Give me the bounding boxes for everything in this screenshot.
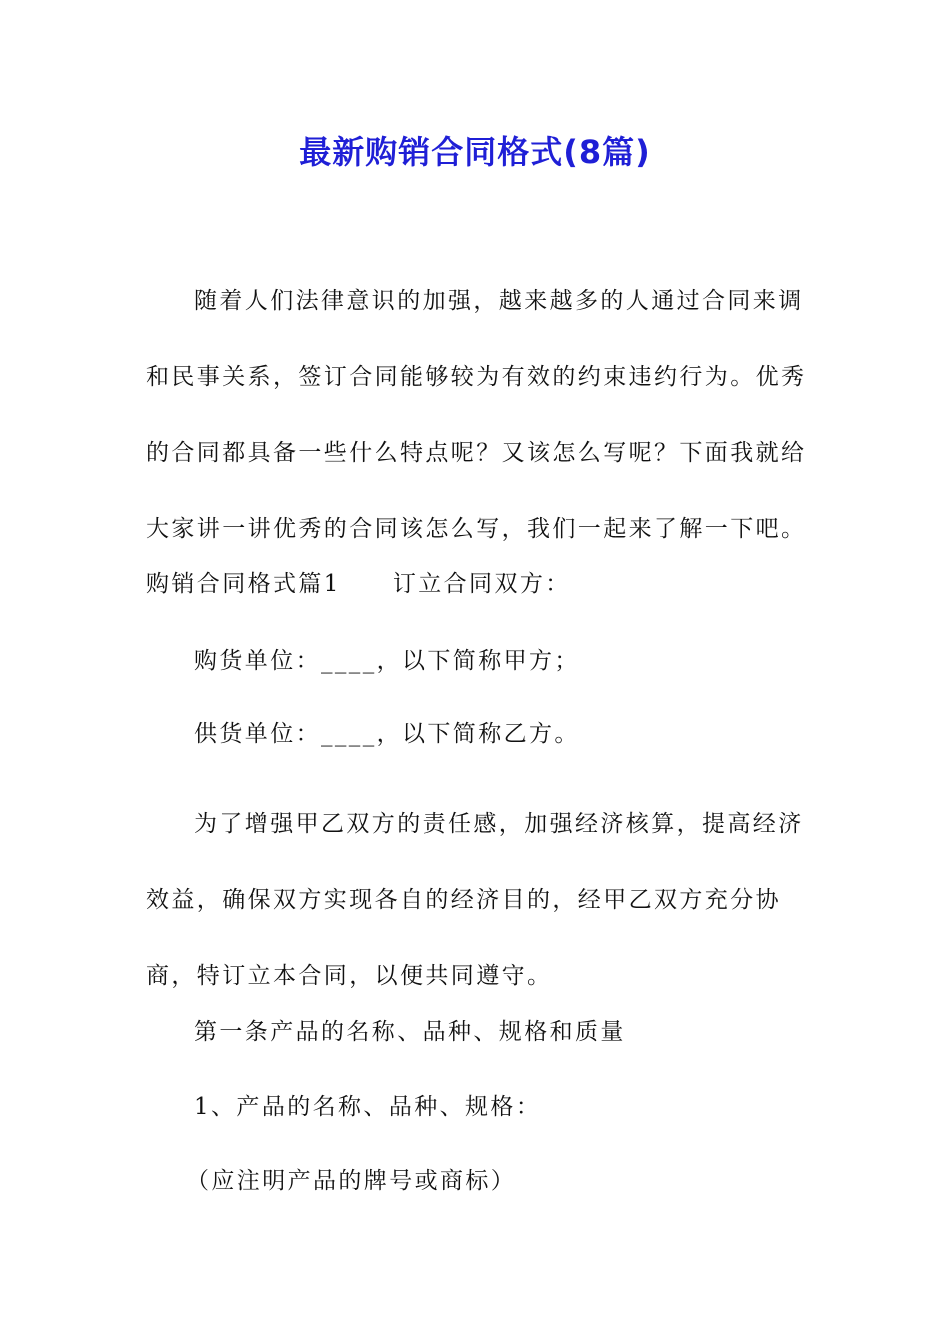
buyer-line: 购货单位：____，以下简称甲方； [194, 648, 580, 674]
parties-label: 订立合同双方： [392, 571, 571, 597]
section-heading-line [146, 566, 812, 602]
intro-paragraph: 随着人们法律意识的加强，越来越多的人通过合同来调和民事关系，签订合同能够较为有效的约束违约行为。优秀的合同都具备一些什么特点呢？又该怎么写呢？下面我就给大家讲一讲优秀的合同该怎么写，我们一起来了解一下吧。 [146, 288, 807, 542]
document-title: 最新购销合同格式(8篇) [299, 133, 651, 171]
article-1-note: （应注明产品的牌号或商标） [186, 1168, 517, 1194]
supplier-line: 供货单位：____，以下简称乙方。 [194, 721, 580, 747]
purpose-paragraph: 为了增强甲乙双方的责任感，加强经济核算，提高经济效益，确保双方实现各自的经济目的，经甲乙双方充分协商，特订立本合同，以便共同遵守。 [146, 811, 804, 989]
article-1-item-1: 1、产品的名称、品种、规格： [194, 1094, 542, 1120]
section-title: 购销合同格式篇1 [146, 571, 341, 597]
article-1-heading: 第一条产品的名称、品种、规格和质量 [194, 1019, 626, 1045]
